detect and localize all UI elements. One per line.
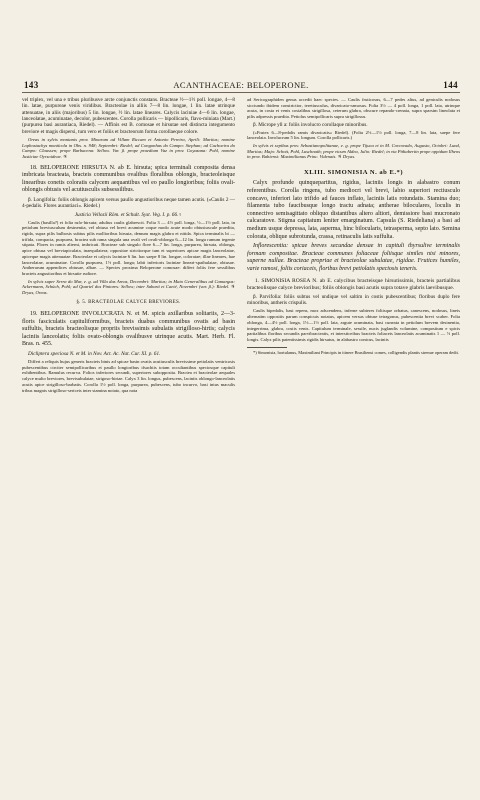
variety-note: β. Micrope yll a: foliis involucro corollaque minoribus. [253,121,368,128]
footnote-rule [247,347,287,348]
page-number-left: 143 [24,80,39,90]
description: Caulis bipedalis, basi repens, mox adscendens, inferne subteres foliisque orbatus, canescens, nodosus, lineis alternatim oppositis parum conspicuis notatus, apicem versus obtuse tetragonus, pubescentia brevi scaber. Folia oblonga, 4—4½ poll. longa, 1½—1½ poll. lata, argute acuminata, basi cuneata in petiolum brevem desinentia, integerrima, glabra, costis venis. Capitulum terminale, sessile, nucis juglandis volumine, compositum e spicis partialibus floribus secundis parvibracteatis, et intersticeibus bracteis foliaceis lanceolatis acuminatis 1 — ½ poll. longis. Calyx pilis patentissimis rigidis hirsutus, in alabastro conicus, laciniis [247,308,460,342]
running-title: ACANTHACEAE: BELOPERONE. [173,80,309,90]
genus-title: XLIII. SIMONISIA N. ab E.*) [303,169,404,177]
variety-note: β. Longifolia: foliis oblongis apicem versus paullo angustioribus neque tamen acutis. (»Caulis 2 — 4-pedalis. Flores aurantiaci«. Riedel.) [22,197,235,210]
habitat-note: In sylvis et sepibus prov. Sebastianopolitanae, e. g. prope Tijuca et in M. Corcovado, Augusto, Octobri: Lund, Martius; Majo: Schott, Pohl, Luschnath; prope vicum Aldea, Julio: Riedel; in via Piñtabertin prope oppidum Ilheos in prov. Bahiensi: Maximilianus Princ. Videnais. ♃ Dryas. [247,142,460,160]
variety-note: β. Parvifolia: foliis subtus vel undique vel saltim in costis pubescentibus; floribus duplo fere minoribus, antheris crispulis. [247,293,460,307]
genus-description: Calyx profunde quinquepartitus, rigidus, laciniis longis in alabastro conum referentibus. Corolla ringens, tubo mediocri vel brevi, labio superiori rectiusculo concavo, inferiori lato trifido ad fauces inflato, laciniis latis rotundatis. Stamina duo; filamenta tubo faucibusque longo tractu adnata; antherae biloculares, loculis in connectivo semisagittato obliquo distantibus altero altiori, demissiore basi mucronato calcaratove. Stigma capitatum leniter emarginatum. Capsula (S. Riedeliana) a basi ad medium usque depressa, lata, asperma, hinc bilocularis, tetrasperma, septo lato. Semina colorata, oblique subrotunda, crassa, retinaculis latis suffulta. [247,180,460,240]
footnote: *) Simonisia, hortulanus, Maximiliani Principis in itinere Brasiliensi comes, colligendis plantis strenue operam dedit. [253,349,459,355]
habitat-note: Oreas in sylvis montanis prov. Minarum ad Villam Riccam et Antonio Pereira, Aprili: Martius; nomine Lophostachys montícola in Obs. n. 948; Septembri: Riedel; ad Congonhas do Campo: Stephan; ad Cachoeira do Campo: Claussen; prope Barbacena: Sellow. Var. β. prope praedium Vaz in prov. Goyazana: Pohl, nomine Justiciae Oyrsoideae. ♃ [22,136,235,159]
synonym: Dicliptera speciosa N. et M. in Nov. Act. Ac. Nat. Cur. XI. p. 61. [28,350,161,357]
species-heading: 18. BELOPERONE HIRSUTA N. ab E. hirsuta; spica terminali composita densa imbricata bracteata, bracteis communibus ovalibus floralibus oblongis, bracteoleisque linearibus conetis coloratis calycem aequantibus vel eo paullo longioribus; foliis ovali-oblongis obtusis vel acutiusculis subsessilibus. [22,164,235,194]
section-subheading: §. 5. BRACTEOLAE CALYCE BREVIORES. [76,299,181,305]
synonym: Justicia Vellozii Röm. et Schult. Syst. Veg. I. p. 66.♀ [74,211,183,218]
page-number-right: 144 [443,80,458,90]
right-column [247,97,460,395]
species-heading: 1. SIMONISIA ROSEA N. ab E. calycibus bracteisque hirsutissimis, bracteis partialibus bracteolisque calyce brevioribus; foliis oblongis basi acutis supra totave glabris laevibusque. [247,278,460,292]
running-header [22,80,460,93]
species-heading: 19. BELOPERONE INVOLUCRATA N. et M. spicis axillaribus solitariis, 2—3-floris fasciculatis capituliformibus, bracteis duabus communibus ovatis ad basin suffultis, bracteis bracteolisque propriis brevissimis subulatis strigilloso-hirtis; calycis laciniis lanceolatis; foliis ovato-oblongis ovalibusve utrinque acutis. Mart. Herb. Fl. Bras. n. 455. [22,310,235,348]
description: Differt a reliquis hujus generis bracteis binis ad spicae basin ovatis acutiusculis brevissime petiolatis ventricosis pubescentibus circiter semipollicaribus et paullo longioribus ifsachiis totam occultantibus speciosque capituli exhibentibus. Ramulus recurva. Folios inferiores secundi, superiores subopposita. Bractea et bracteolae aequales calyce multo breviores, brevisubulatae, strigoso-hirtae. Calyx 3 lin. longus, pubescens, laciniis oblongo-lanceolatis acutis apice strigilloso-barbatis. Corolla 1½ poll. longa, purpurea, pubescens, tubo incurvo, basi intus maculis tribus magnis strigilloso-sericeis inter stamina notato, qua nota [22,359,235,393]
habitat-note: In sylvis super Serra do Mar, e. g. ad Villa das Areas, Decembri: Martius; in Mato Generalibus ad Camargus: Ackermann, Schüch, Pohl; ad Quartel dos Pintores: Sellow; inter Sabará et Caeté, Novembri (var. β.): Riedel. ♃ Dryas, Oreas. [22,278,235,295]
variety-description: (»Frutex 6—8-pedalis ramis divaricatis« Riedel). (Folia 2½—1½ poll. longa, 7—8 lin. lata, saepe fere lanceolata. Involucrum 5 lin. longum. Corolla pollicaris.) [247,129,460,141]
paragraph: vel triplex, vel una e tribus pluribusve arcte conjunctis constans. Bracteae ½—1½ poll. longae, 4—8 lin. latae, purpureae venis viridibus. Bracteolae in alliis 7—8 lin. longae, 1 lin. latae utrinque attenuatae, in aliis (majoribus) 5 lin. longae, ½ lin. latae lineares. Calycis laciniae 4—6 lin. longae, lanceolatae, acuminatae, decolor, pubescentes. Corolla pollicaris — bipollicaris, flavo-miniata (Mart.) (purpurea basi aurantiaca, Riedel). — Affinis est B. comosae et hirsutae sed distincta integumento breviore et magis dispersi, tum vero et foliis et bracteorum forma corollaeque colore. [22,97,235,135]
two-column-text [22,97,460,395]
left-column [22,97,235,395]
inflorescence-description: Inflorescentia: spicae breves secundae densae in capituli thyrsulive terminalis formam compositae. Bracteae communes foliaceae foliisque similes nisi minores, superne nullae. Bracteae propriae et bracteolae subulatae, rigidae. Frutices humiles, varie ramosi, foliis coriaceis, floribus brevi petiolatis speciosis teneris. [247,242,460,272]
paragraph: ad Sericographiden genus accedit haec species. — Caulis fruticosus, 6—7 pedes altus, ad geniculis nodosus sicciundo ibidem constrictior, teretiusculus, divaricato-ramosus. Folia 3½ — 4 poll. longa, 1 poll. lata, utrinque acuta, in costa et venis costalibus strigillosa, ceterum glabra, obscure repando-crenata, supra sparsim lineolata et pilis adpressis praedita. Petiolus semipollicaris supra strigillosus. [247,97,460,120]
description: Caulis (basilla?) et folia rufo-hirsuta; adultus caulis glabrescit. Folia 3 — 4½ poll. longa, ½—1½ poll. lata, in petiolum breviusculum desinentia, vel obtusa vel brevi acumine coque modo acute modo obtusiuscule praedita, rigida, supra pilis bulbosis subtus pilis mollioribus hirsuta, demum magis glabra et nitida. Spica terminalis bi — trifida, compacta, purpurea, bractea sub rama singula una ovali vel ovali-oblonga 6—12 lin. longa ramum tegente stipata. Flores in ramis alterni, imbricati. Bracteae sub singulo flore 6—7 lin. longa, purpurea, hirsuta, oblonga, apice obtusa vel breviapiculata, inaequilatera; oppositae strictiorque tum et superiores apicae magis lanceolatae, apiceque magis attenuatae. Bracteolae et calycis laciniae 6 lin. hac saepe 8 lin. longae, coloratae; illae lineares, hae lanceolatae, acuminatae. Corolla purpurea, 1½ poll. longa; labii inferioris laciniae lineari-spathulatae, obtusae. Antherarum appendices obtusae, albae. — Species proxima Beloperone comosae: differt foliis fere sessilibus bracteis angustioribus et hirsutie rudiore. [22,219,235,276]
